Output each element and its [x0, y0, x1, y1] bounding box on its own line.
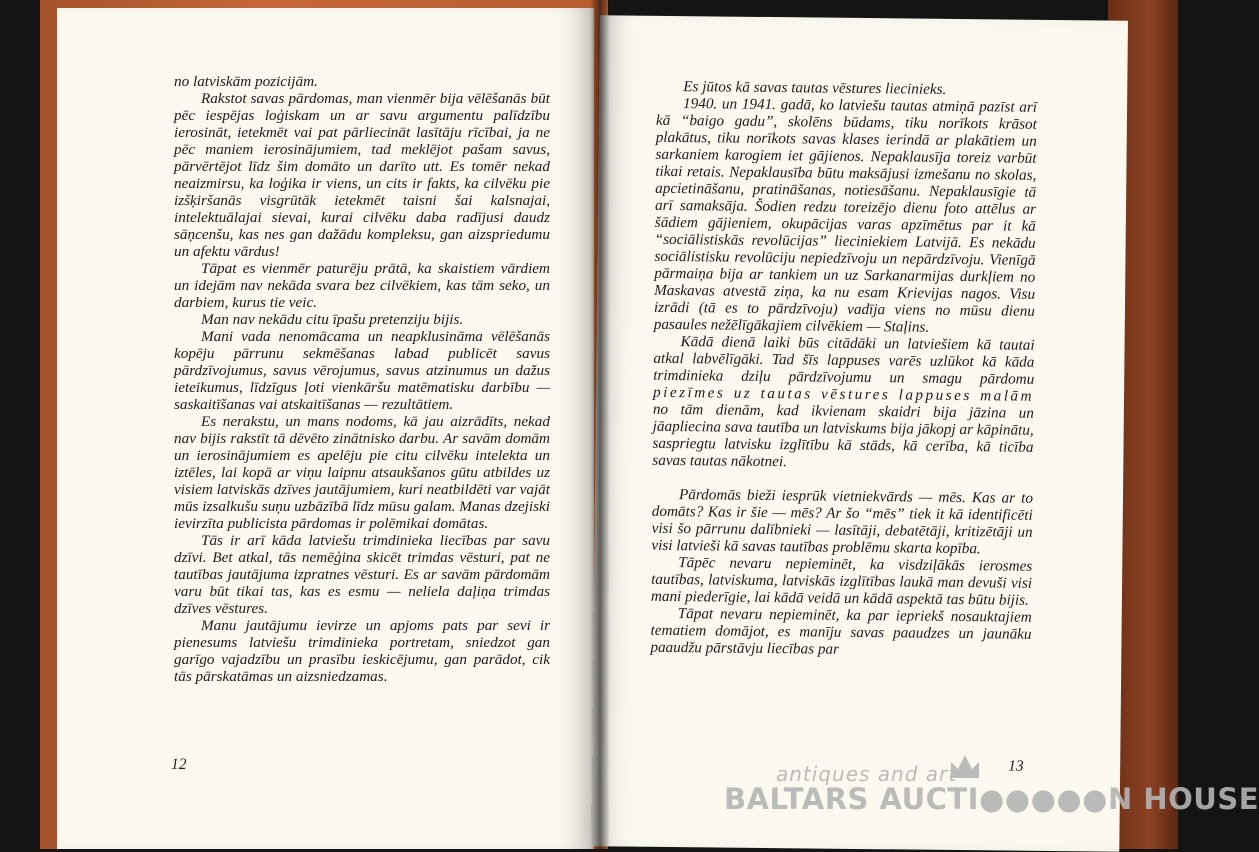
left-page-text	[174, 73, 550, 685]
paragraph: Tās ir arī kāda latviešu trimdinieka liecības par savu dzīvi. Bet atkal, tās nemēģina skicēt trimdas vēsturi, pat ne tautības jautājuma izpratnes vēsturi. Es ar savām pārdomām varu būt tikai tas, kas es esmu — neliela daļiņa trimdas dzīves vēstures.	[174, 532, 550, 617]
paragraph	[652, 333, 1034, 473]
right-page	[591, 15, 1128, 851]
left-page	[57, 8, 594, 849]
paragraph: Man nav nekādu citu īpašu pretenziju bijis.	[201, 311, 464, 328]
watermark-tagline: antiques and art	[776, 762, 958, 786]
paragraph: Es nerakstu, un mans nodoms, kā jau aizrādīts, nekad nav bijis rakstīt tā dēvēto zinātnisko darbu. Ar savām domām un ierosinājumiem es apelēju pie citu cilvēku intelekta un iztēles, lai kopā ar viņu laipnu atsaukšanos gūtu atbildes uz visiem latviskās dzīves jautājumiem, kuri neatbildēti var vajāt mūs izsalkušu suņu uzbāzībā līdz mūsu galam. Manas dzejiski ievirzīta publicista pārdomas ir polēmikai domātas.	[174, 413, 550, 532]
paragraph: Tāpēc nevaru nepieminēt, ka visdziļākās ierosmes tautības, latviskuma, latviskās izglītības laukā man devuši visi mani piederīgie, lai kādā veidā un kādā aspektā tas būtu bijis.	[650, 554, 1033, 609]
paragraph: Tāpat nevaru nepieminēt, ka par iepriekš nosauktajiem tematiem domājot, es manīju savas paaudzes un jaunāku paaudžu pārstāvju liecības par	[650, 605, 1032, 658]
paragraph: Es jūtos kā savas tautas vēstures liecinieks.	[683, 78, 947, 98]
paragraph: Rakstot savas pārdomas, man vienmēr bija vēlēšanās būt pēc iespējas loģiskam un ar savu argumentu palīdzību ierosināt, ietekmēt vai pat pārliecināt lasītāju rīcībai, ja ne pēc maniem ierosinājumiem, tad meklējot pašam savus, pārvērtējot līdz šim domāto un darīto utt. Es tomēr nekad neaizmirsu, ka loģika ir viens, un cits ir fakts, ka cilvēku pie izšķiršanās visgrūtāk ietekmēt taisni šai kalsnajai, intelektuālajai sievai, kurai cilvēku daba radījusi daudz sāņcenšu, kas nes gan dažādu kompleksu, gan aizspriedumu un afektu vārdus!	[174, 90, 550, 260]
watermark	[718, 758, 1259, 838]
paragraph: Pārdomās bieži iesprūk vietniekvārds — mēs. Kas ar to domāts? Kas ir šie — mēs? Ar šo “mēs” tiek it kā identificēti visi šo pārrunu dalībnieki — lasītāji, debatētāji, kritizētāji un visi latvieši kā savas tautības problēmu skarta kopība.	[651, 486, 1034, 558]
paragraph-text: Kādā dienā laiki būs citādāki un latviešiem kā tautai atkal labvēlīgāki. Tad šīs lappuses varēs uzlūkot kā kāda trimdinieka dziļu pārdzīvojumu un smagu pārdomu	[653, 333, 1035, 388]
right-page-text	[650, 78, 1037, 660]
paragraph: Tāpat es vienmēr paturēju prātā, ka skaistiem vārdiem un idejām nav nekāda svara bez cilvēkiem, kas tām seko, un darbiem, kurus tie veic.	[174, 260, 550, 311]
paragraph: Manu jautājumu ievirze un apjoms pats par sevi ir pienesums latviešu trimdinieka portretam, sniedzot gan garīgo vajadzību un prasību ieskicējumu, gan parādot, cik tās pārskatāmas un aizsniedzamas.	[174, 617, 550, 685]
paragraph-text: no tām dienām, kad ikvienam skaidri bija jāzina un jāapliecina sava tautība un latviskums bija jākopj ar kāpinātu, saspriegtu latvisku izglītību kā stāds, kā cerība, kā ticība savas tautas nākotnei.	[652, 400, 1034, 471]
page-number: 12	[171, 756, 187, 773]
page-number: 13	[1008, 757, 1024, 775]
spaced-phrase: piezīmes uz tautas vēstures lappuses malām	[652, 383, 1035, 405]
book-gutter-shadow	[590, 0, 610, 849]
watermark-brand: BALTARS AUCTI●●●●●N HOUSE	[724, 782, 1259, 816]
paragraph: 1940. un 1941. gadā, ko latviešu tautas atmiņā pazīst arī kā “baigo gadu”, skolēns būdams, tiku norīkots krāsot plakātus, tiku norīkots savas klases ierindā ar plakātiem un sarkaniem karogiem iet gājienos. Nepaklausīja toreiz varbūt tikai retais. Nepaklausība būtu maksājusi izmešanu no skolas, apcietināšanu, pratināšanas, notiesāšanu. Nepaklausīgie tā arī samaksāja. Šodien redzu toreizējo dienu foto attēlus ar šādiem gājieniem, okupācijas varas apzīmētus par it kā “sociālistiskās revolūcijas” lieciniekiem Latvijā. Es nekādu sociālistisku revolūciju nepiedzīvoju un nepārdzīvoju. Vienīgā pārmaiņa bija ar tankiem un uz Sarkanarmijas durkļiem no Maskavas atvestā ziņa, ka nu esam Krievijas nagos. Visu izrādi (tā es to pārdzīvoju) vadīja viens no mūsu dienu pasaules nežēlīgākajiem cilvēkiem — Staļins.	[653, 95, 1038, 336]
paragraph: Mani vada nenomācama un neapklusināma vēlēšanās kopēju pārrunu sekmēšanas labad publicēt savus pārdzīvojumus, savus vērojumus, savus atzinumus un dažus ieteikumus, līdzīgus ļoti vienkāršu matēmatisku darbību — saskaitīšanas vai atskaitīšanas — rezultātiem.	[174, 328, 550, 413]
paragraph: no latviskām pozicijām.	[174, 73, 318, 90]
